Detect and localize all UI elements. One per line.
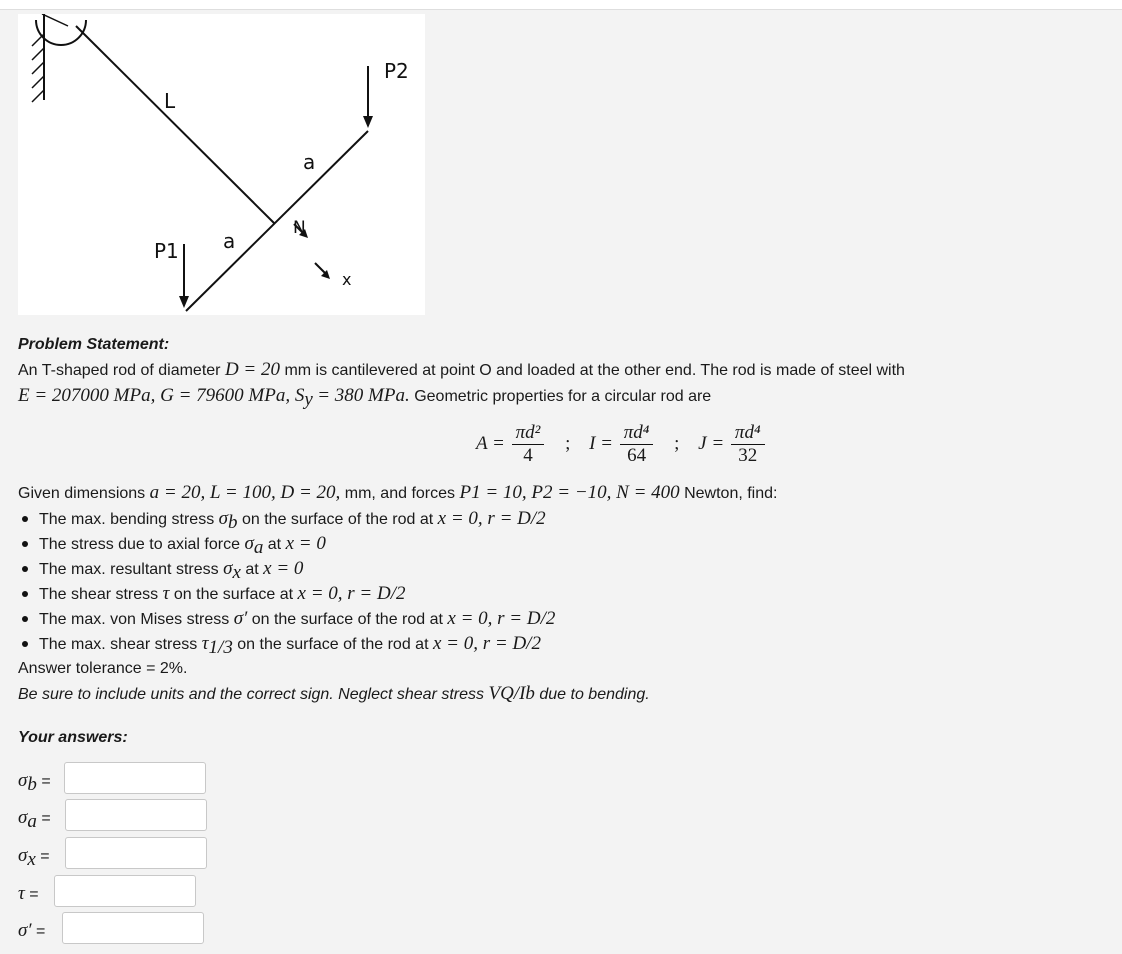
label-L: L — [164, 89, 176, 113]
label-N: N — [293, 218, 306, 238]
formula-A-lhs: A = — [476, 433, 505, 455]
label-a-upper: a — [303, 150, 316, 174]
problem-figure — [18, 14, 425, 315]
label-P2: P2 — [384, 59, 409, 83]
tau-input[interactable] — [54, 875, 196, 907]
problem-line-1: An T-shaped rod of diameter D = 20 mm is cantilevered at point O and loaded at the other end. The rod is made of steel with — [18, 359, 905, 380]
sigma-b-input[interactable] — [64, 762, 206, 794]
label-P1: P1 — [154, 239, 179, 263]
rod-diagram — [18, 14, 425, 315]
answers-title: Your answers: — [18, 729, 128, 747]
formula-J-fraction: $\frac{\text{πd⁴}}{32}$ — [731, 422, 765, 467]
answers-form: $\sigma_b$ = $\sigma_a$ = $\sigma_x$ = τ = σ′ = — [18, 760, 318, 954]
list-item: The stress due to axial force $\sigma_a$ at x = 0 — [18, 531, 1108, 556]
note-text: Be sure to include units and the correct sign. Neglect shear stress VQ/Ib due to bending. — [18, 683, 650, 705]
label-a-lower: a — [223, 229, 236, 253]
formula-I-lhs: I = — [589, 433, 613, 455]
list-item: The max. bending stress $\sigma_b$ on the surface of the rod at x = 0, r = D/2 — [18, 506, 1108, 531]
diameter-math: D = 20 — [224, 359, 280, 380]
sigma-a-input[interactable] — [65, 799, 207, 831]
formula-I-fraction: $\frac{\text{πd⁴}}{64}$ — [620, 422, 654, 467]
sigma-prime-input[interactable] — [62, 912, 204, 944]
formula-J-lhs: J = — [698, 433, 725, 455]
top-bar — [0, 0, 1122, 10]
problem-line-2: E = 207000 MPa, G = 79600 MPa, $S_y = 380$ MPa. Geometric properties for a circular rod are — [18, 385, 712, 411]
geometric-formulas: A = $\frac{\text{πd²}}{4}$ ; I = $\frac{\text{πd⁴}}{64}$ ; J = $\frac{\text{πd⁴}}{32}$ — [18, 412, 1108, 480]
list-item: The max. von Mises stress σ′ on the surface of the rod at x = 0, r = D/2 — [18, 606, 1108, 631]
problem-content — [18, 332, 1108, 750]
rod-segment-L — [76, 26, 274, 223]
rod-segment-a — [186, 131, 368, 311]
p1-arrow-head — [179, 296, 189, 308]
problem-title: Problem Statement: — [18, 336, 170, 353]
list-item: The max. resultant stress $\sigma_x$ at x = 0 — [18, 556, 1108, 581]
list-item: The max. shear stress $\tau_{1/3}$ on the surface of the rod at x = 0, r = D/2 — [18, 631, 1108, 656]
p2-arrow-head — [363, 116, 373, 128]
sigma-x-input[interactable] — [65, 837, 207, 869]
tasks-list — [18, 506, 1108, 659]
tolerance-text: Answer tolerance = 2%. — [18, 660, 188, 678]
formula-A-fraction: $\frac{\text{πd²}}{4}$ — [512, 422, 545, 467]
label-x: x — [342, 270, 352, 289]
given-line: Given dimensions a = 20, L = 100, D = 20, mm, and forces P1 = 10, P2 = −10, N = 400 Newton, find: — [18, 482, 778, 504]
list-item: The shear stress τ on the surface at x = 0, r = D/2 — [18, 581, 1108, 606]
